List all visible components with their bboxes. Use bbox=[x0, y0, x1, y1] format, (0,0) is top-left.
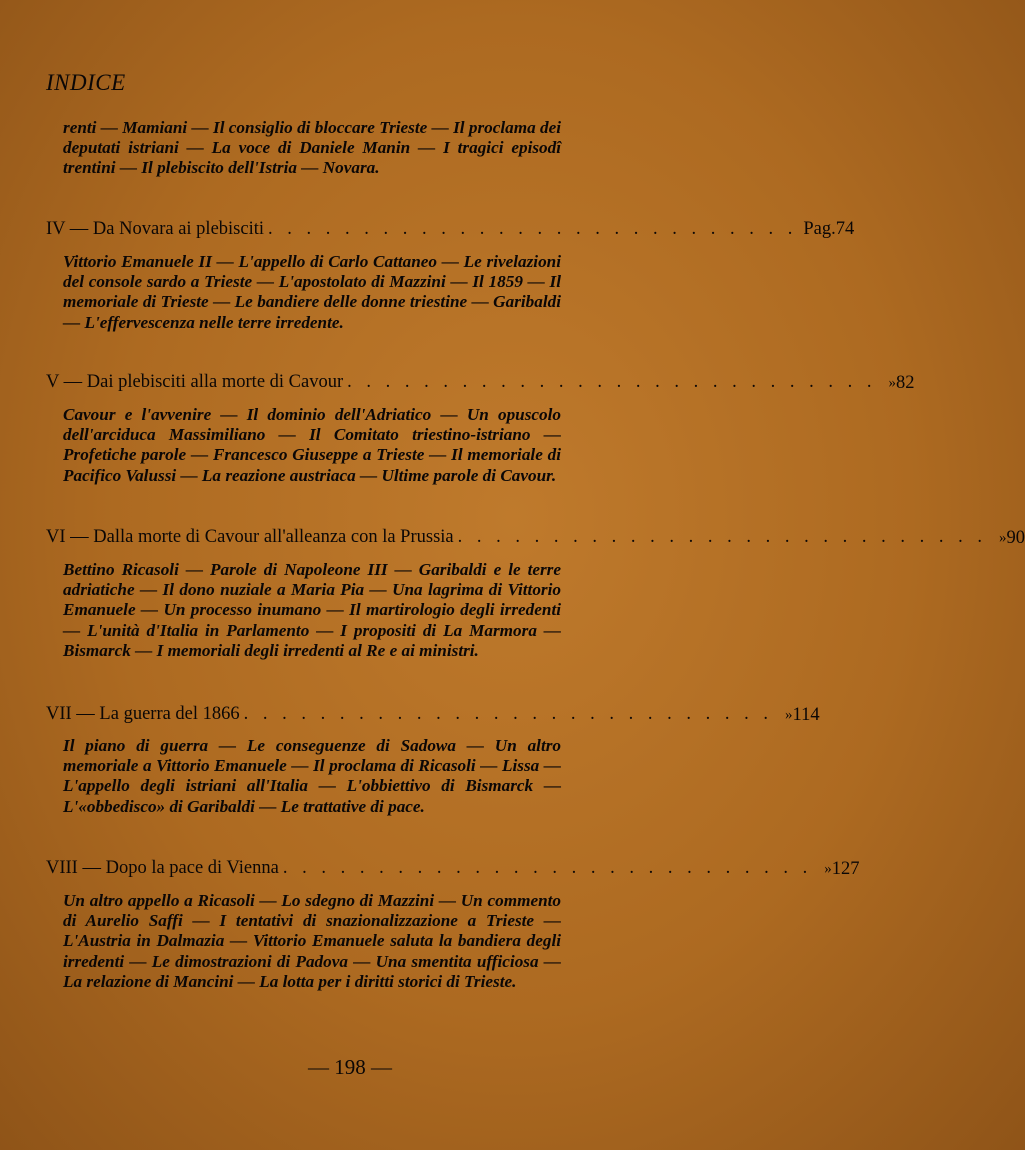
toc-entry bbox=[46, 525, 1025, 549]
chapter-summary: renti — Mamiani — Il consiglio di bloccare Trieste — Il proclama dei deputati istriani — La voce di Daniele Manin — I tragici episodî trentini — Il plebiscito dell'Istria — Novara. bbox=[63, 118, 561, 178]
leader-dots: . . . . . . . . . . . . . . . . . . . . . . . . . . . . bbox=[457, 527, 988, 547]
page-number: 74 bbox=[835, 219, 855, 239]
chapter-title: VI — Dalla morte di Cavour all'alleanza con la Prussia bbox=[46, 527, 454, 547]
toc-entry bbox=[46, 217, 855, 241]
page-header: INDICE bbox=[46, 70, 126, 95]
toc-entry bbox=[46, 702, 820, 726]
chapter-title: V — Dai plebisciti alla morte di Cavour bbox=[46, 372, 344, 392]
folio-page-number: — 198 — bbox=[308, 1055, 392, 1079]
page-number: 114 bbox=[792, 705, 820, 725]
page-number: 82 bbox=[896, 373, 915, 393]
chapter-title: IV — Da Novara ai plebisciti bbox=[46, 219, 264, 239]
chapter-summary: Bettino Ricasoli — Parole di Napoleone III — Garibaldi e le terre adriatiche — Il dono nuziale a Maria Pia — Una lagrima di Vittorio Emanuele — Un processo inumano — Il martirologio degli irredenti — L'unità d'Italia in Parlamento — I propositi di La Marmora — Bismarck — I memoriali degli irredenti al Re e ai ministri. bbox=[63, 560, 561, 660]
leader-dots: . . . . . . . . . . . . . . . . . . . . . . . . . . . . bbox=[243, 704, 774, 724]
ditto-mark: » bbox=[999, 530, 1007, 546]
chapter-summary: Cavour e l'avvenire — Il dominio dell'Adriatico — Un opuscolo dell'arciduca Massimiliano — Il Comitato triestino-istriano — Profetiche parole — Francesco Giuseppe a Trieste — Il memoriale di Pacifico Valussi — La reazione austriaca — Ultime parole di Cavour. bbox=[63, 405, 561, 485]
page-number: 127 bbox=[831, 859, 860, 879]
chapter-title: VII — La guerra del 1866 bbox=[46, 704, 240, 724]
chapter-summary: Un altro appello a Ricasoli — Lo sdegno di Mazzini — Un commento di Aurelio Saffi — I tentativi di snazionalizzazione a Trieste — L'Austria in Dalmazia — Vittorio Emanuele saluta la bandiera degli irredenti — Le dimostrazioni di Padova — Una smentita ufficiosa — La relazione di Mancini — La lotta per i diritti storici di Trieste. bbox=[63, 891, 561, 991]
chapter-summary: Il piano di guerra — Le conseguenze di Sadowa — Un altro memoriale a Vittorio Emanuele — Il proclama di Ricasoli — Lissa — L'appello degli istriani all'Italia — L'obbiettivo di Bismarck — L'«obbedisco» di Garibaldi — Le trattative di pace. bbox=[63, 736, 561, 816]
ditto-mark: » bbox=[785, 707, 793, 723]
page-label: Pag. bbox=[803, 219, 836, 239]
ditto-mark: » bbox=[824, 861, 832, 877]
leader-dots: . . . . . . . . . . . . . . . . . . . . . . . . . . . . bbox=[347, 372, 877, 392]
leader-dots: . . . . . . . . . . . . . . . . . . . . . . . . . . . . bbox=[282, 858, 813, 878]
toc-entry bbox=[46, 856, 860, 880]
toc-entry bbox=[46, 370, 915, 394]
page-number: 90 bbox=[1006, 528, 1025, 548]
ditto-mark: » bbox=[888, 375, 897, 391]
chapter-title: VIII — Dopo la pace di Vienna bbox=[46, 858, 279, 878]
chapter-summary: Vittorio Emanuele II — L'appello di Carlo Cattaneo — Le rivelazioni del console sardo a Trieste — L'apostolato di Mazzini — Il 1859 — Il memoriale di Trieste — Le bandiere delle donne triestine — Garibaldi — L'effervescenza nelle terre irredente. bbox=[63, 252, 561, 332]
leader-dots: . . . . . . . . . . . . . . . . . . . . . . . . . . . . bbox=[268, 219, 798, 239]
